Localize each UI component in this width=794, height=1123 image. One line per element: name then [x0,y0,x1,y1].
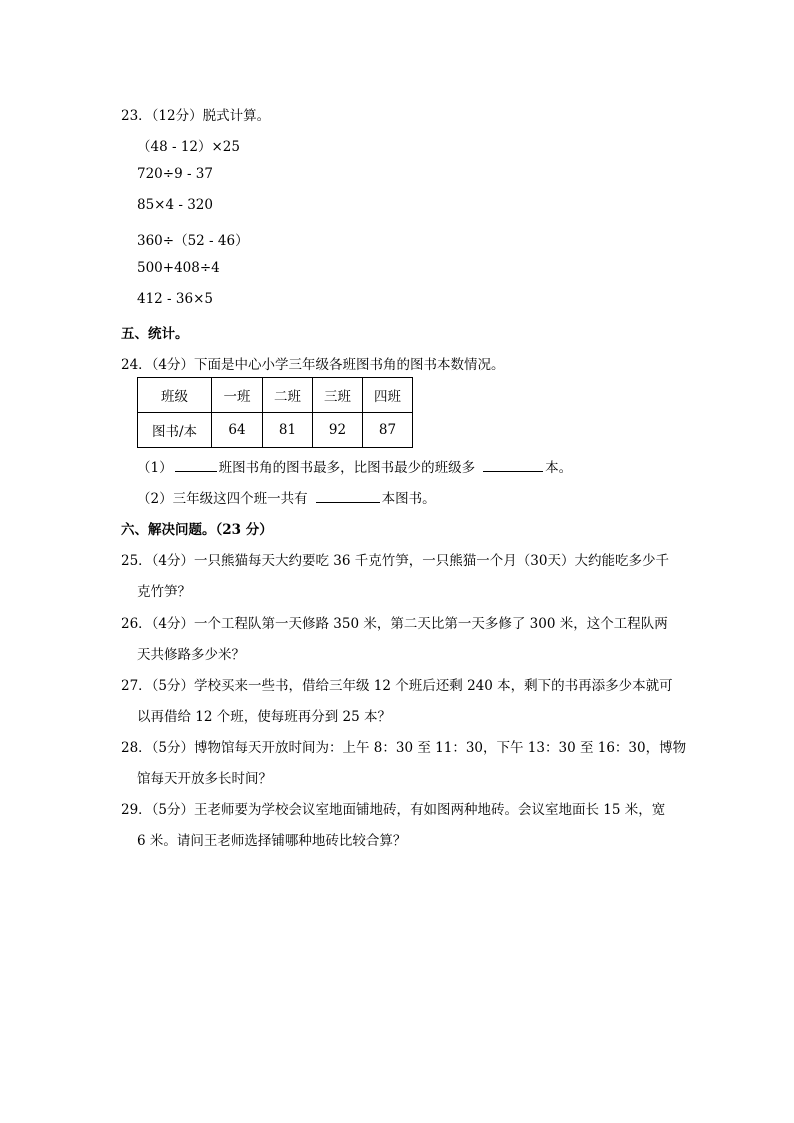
table-header-row [138,378,413,413]
q24-sub1-text: 班图书角的图书最多，比图书最少的班级多 [218,460,476,476]
table-cell: 一班 [212,378,263,413]
answer-blank[interactable] [175,459,217,472]
table-cell: 三班 [313,378,363,413]
table-cell: 图书/本 [138,413,212,448]
q27-line1: 27．（5分）学校买来一些书，借给三年级 12 个班后还剩 240 本，剩下的书再添多少本就可 [121,678,673,694]
q28-line1: 28．（5分）博物馆每天开放时间为：上午 8：30 至 11：30，下午 13：30 至 16：30，博物 [121,740,687,756]
section-6-title: 六、解决问题。（23 分） [121,522,273,538]
q24-title: 24．（4分）下面是中心小学三年级各班图书角的图书本数情况。 [121,357,505,373]
q27-line2: 以再借给 12 个班，使每班再分到 25 本？ [137,709,392,725]
q26-line1: 26．（4分）一个工程队第一天修路 350 米，第二天比第一天多修了 300 米，这个工程队两 [121,616,668,632]
q24-sub1-unit: 本。 [545,460,573,476]
q29-line2: 6 米。请问王老师选择铺哪种地砖比较合算？ [137,833,407,849]
q24-sub1 [137,456,572,476]
table-cell: 87 [363,413,413,448]
q23-item-2: 720÷9 - 37 [137,166,213,182]
table-cell: 二班 [263,378,313,413]
answer-blank[interactable] [483,459,543,472]
q23-item-1: （48 - 12）×25 [137,139,240,155]
table-cell: 92 [313,413,363,448]
q26-line2: 天共修路多少米？ [137,647,245,663]
q23-item-3: 85×4 - 320 [137,197,213,213]
q23-title: 23．（12分）脱式计算。 [121,108,271,124]
book-count-table [137,377,413,448]
q25-line1: 25．（4分）一只熊猫每天大约要吃 36 千克竹笋，一只熊猫一个月（30天）大约能吃多少千 [121,553,669,569]
table-cell: 班级 [138,378,212,413]
q28-line2: 馆每天开放多长时间？ [137,771,272,787]
q23-item-6: 412 - 36×5 [137,291,213,307]
q24-sub2-text: （2）三年级这四个班一共有 [137,491,308,507]
q23-item-4: 360÷（52 - 46） [137,233,249,249]
q23-item-5: 500+408÷4 [137,260,220,276]
q25-line2: 克竹笋？ [137,584,191,600]
answer-blank[interactable] [316,490,380,503]
q24-sub2 [137,487,436,507]
section-5-title: 五、统计。 [121,326,189,342]
table-cell: 81 [263,413,313,448]
q24-sub1-number: （1） [137,460,173,476]
q29-line1: 29．（5分）王老师要为学校会议室地面铺地砖，有如图两种地砖。会议室地面长 15 米，宽 [121,802,666,818]
table-cell: 64 [212,413,263,448]
table-cell: 四班 [363,378,413,413]
table-row [138,413,413,448]
q24-sub2-unit: 本图书。 [381,491,436,507]
